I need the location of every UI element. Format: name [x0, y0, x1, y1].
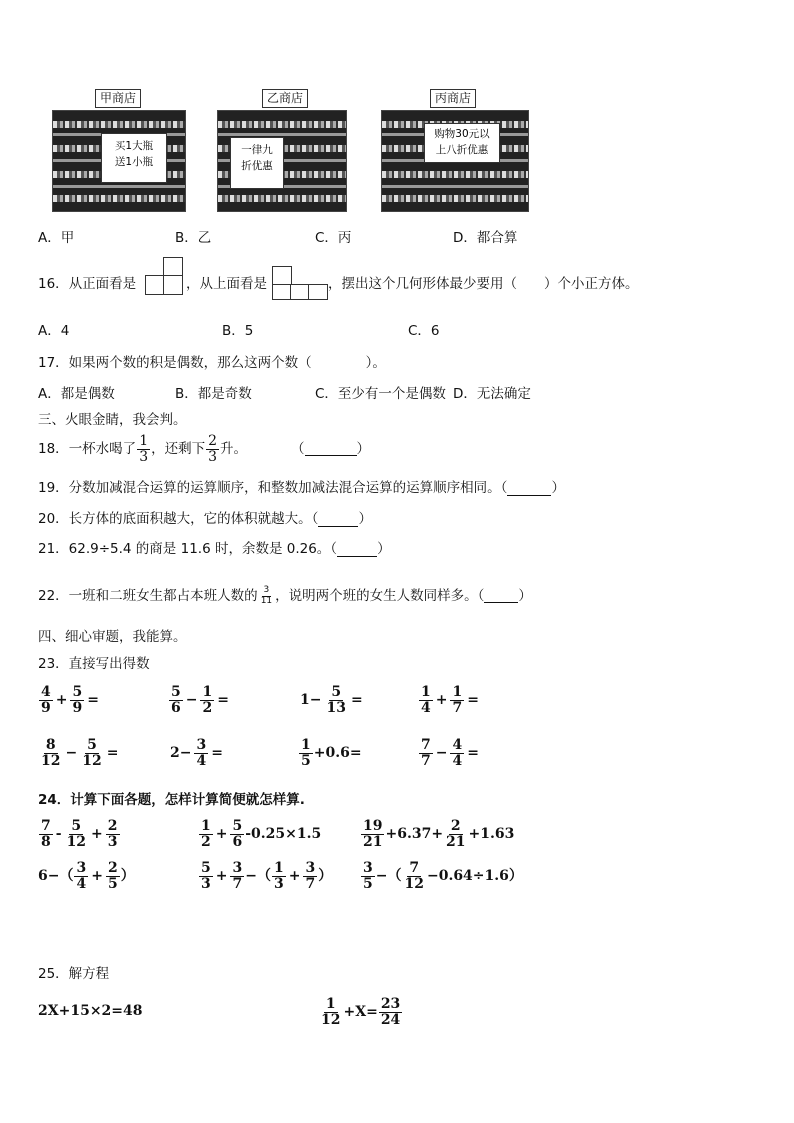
q23-exercise — [168, 680, 231, 720]
answer-blank[interactable] — [484, 590, 518, 603]
option-a: A．4 — [38, 323, 70, 339]
denominator: 7 — [305, 875, 316, 892]
denominator: 2 — [201, 833, 211, 850]
numerator: 2 — [450, 817, 461, 834]
q23-exercise — [38, 680, 101, 720]
question-text: 20．长方体的底面积越大，它的体积就越大。（ — [38, 511, 319, 527]
numerator: 1 — [202, 683, 213, 700]
q23-exercise — [418, 733, 481, 773]
option-c: C．6 — [408, 323, 440, 339]
shop-label: 乙商店 — [262, 89, 308, 108]
denominator: 7 — [232, 875, 243, 892]
numerator: 7 — [421, 736, 431, 753]
operator: + — [91, 867, 103, 884]
question-text: ，说明两个班的女生人数同样多。（ — [275, 587, 485, 604]
fraction — [206, 434, 219, 464]
denominator: 21 — [446, 833, 466, 850]
expression-middle: −（ — [375, 867, 402, 884]
expression-prefix: 6−（ — [38, 867, 74, 884]
expression-middle: +6.37+ — [385, 825, 444, 842]
numerator: 2 — [107, 859, 118, 876]
answer-blank[interactable] — [337, 544, 377, 557]
fraction — [324, 685, 347, 715]
numerator: 7 — [409, 859, 420, 876]
denominator: 6 — [232, 833, 243, 850]
shop-label: 丙商店 — [430, 89, 476, 108]
option-b: B．乙 — [175, 230, 212, 246]
denominator: 21 — [363, 833, 383, 850]
q24-expression-6 — [360, 856, 523, 896]
paren-close: ） — [377, 541, 391, 557]
numerator: 1 — [421, 683, 431, 700]
numerator: 1 — [325, 995, 336, 1012]
numerator: 5 — [232, 817, 243, 834]
denominator: 5 — [107, 875, 118, 892]
q24-expression-3 — [360, 814, 514, 854]
question-title: 25．解方程 — [38, 966, 110, 982]
option-d: D．都合算 — [453, 230, 518, 246]
sign-line: 送1小瓶 — [114, 156, 154, 169]
numerator: 1 — [301, 736, 311, 753]
question-text: 一杯水喝了 — [68, 440, 137, 457]
operator: + — [215, 867, 228, 884]
denominator: 8 — [41, 833, 51, 850]
fraction — [419, 685, 433, 715]
denominator: 3 — [201, 875, 211, 892]
expression-tail: ） — [318, 867, 333, 884]
q23-exercise — [38, 733, 120, 773]
equals-sign: = — [106, 744, 119, 761]
denominator: 5 — [363, 875, 373, 892]
equals-sign: = — [467, 691, 479, 708]
numerator: 5 — [171, 683, 181, 700]
denominator: 3 — [107, 833, 118, 850]
sign-line: 买1大瓶 — [114, 140, 154, 152]
operator: − — [65, 744, 78, 761]
denominator: 9 — [72, 699, 83, 716]
numerator: 19 — [363, 817, 383, 834]
paren-open: （ — [291, 440, 305, 457]
numerator: 8 — [45, 736, 56, 753]
numerator: 5 — [72, 683, 83, 700]
fraction — [299, 738, 313, 768]
fraction — [259, 586, 274, 606]
option-b: B．5 — [222, 323, 254, 339]
operator: + — [55, 691, 68, 708]
shop-sign — [101, 133, 167, 183]
operator: - — [55, 825, 62, 842]
q23-exercise — [298, 733, 362, 773]
paren-close: ） — [518, 587, 532, 604]
q23-exercise — [168, 733, 225, 773]
numerator: 2 — [208, 432, 218, 449]
shop-sign — [424, 123, 500, 163]
question-text: 21．62.9÷5.4 的商是 11.6 时，余数是 0.26。（ — [38, 541, 338, 557]
denominator: 4 — [76, 875, 87, 892]
equation-1: 2X+15×2=48 — [38, 1003, 143, 1019]
expression-prefix: 2− — [170, 744, 192, 761]
section-heading: 三、火眼金睛，我会判。 — [38, 412, 187, 428]
numerator: 3 — [196, 736, 207, 753]
numerator: 4 — [41, 683, 51, 700]
option-a: A．都是偶数 — [38, 386, 115, 402]
paren-close: ） — [551, 480, 565, 496]
expression-middle: −（ — [245, 867, 271, 884]
numerator: 3 — [76, 859, 87, 876]
denominator: 7 — [421, 752, 431, 769]
operator: + — [91, 825, 103, 842]
option-c: C．丙 — [315, 230, 352, 246]
question-text: 19．分数加减混合运算的运算顺序，和整数加减法混合运算的运算顺序相同。（ — [38, 480, 508, 496]
sign-line: 折优惠 — [241, 160, 273, 173]
question-text: 从正面看是 — [68, 276, 137, 292]
q23-exercise — [418, 680, 481, 720]
question-19 — [38, 480, 565, 496]
question-22 — [38, 582, 532, 610]
denominator: 4 — [452, 752, 463, 769]
numerator: 3 — [263, 585, 270, 596]
equation-middle: +X= — [343, 1003, 378, 1020]
question-text: ，还剩下 — [151, 440, 206, 457]
fraction — [450, 738, 464, 768]
denominator: 3 — [273, 875, 284, 892]
operator: − — [435, 744, 448, 761]
denominator: 11 — [260, 595, 273, 606]
q24-expression-2 — [198, 814, 321, 854]
option-a: A．甲 — [38, 230, 75, 246]
expression-prefix: 1− — [300, 691, 322, 708]
denominator: 13 — [326, 699, 346, 716]
fraction — [194, 738, 208, 768]
denominator: 12 — [404, 875, 424, 892]
denominator: 24 — [380, 1011, 401, 1028]
fraction — [419, 738, 433, 768]
equals-sign: = — [211, 744, 223, 761]
operator: + — [288, 867, 301, 884]
fraction — [39, 738, 62, 768]
answer-blank[interactable] — [305, 443, 357, 456]
expression-tail: +0.6= — [313, 744, 362, 761]
equals-sign: = — [87, 691, 99, 708]
question-title: 23．直接写出得数 — [38, 656, 150, 672]
numerator: 3 — [305, 859, 316, 876]
denominator: 5 — [301, 752, 311, 769]
paren-close: ） — [356, 440, 371, 457]
sign-line: 一律九 — [241, 144, 273, 156]
option-b: B．都是奇数 — [175, 386, 252, 402]
sign-line: 上八折优惠 — [435, 144, 489, 157]
paren-close: ） — [358, 511, 372, 527]
shop-photo-yi — [217, 110, 347, 212]
fraction — [137, 434, 150, 464]
operator: + — [215, 825, 228, 842]
shop-sign — [230, 137, 284, 189]
question-text: 22．一班和二班女生都占本班人数的 — [38, 587, 258, 604]
denominator: 12 — [66, 833, 87, 850]
operator: − — [185, 691, 198, 708]
option-d: D．无法确定 — [453, 386, 531, 402]
numerator: 7 — [41, 817, 51, 834]
question-16 — [38, 276, 136, 292]
numerator: 5 — [201, 859, 211, 876]
shop-photo-jia — [52, 110, 186, 212]
question-number: 18． — [38, 440, 69, 457]
q24-expression-1 — [38, 814, 121, 854]
q24-expression-4 — [38, 856, 135, 896]
question-text: 升。 — [220, 440, 248, 457]
denominator: 12 — [82, 752, 102, 769]
question-text: ，摆出这个几何形体最少要用（ ）个小正方体。 — [328, 276, 639, 292]
fraction — [39, 685, 53, 715]
denominator: 12 — [41, 752, 61, 769]
question-20 — [38, 511, 372, 527]
numerator: 1 — [139, 432, 149, 449]
fraction — [80, 738, 103, 768]
question-21 — [38, 541, 391, 557]
denominator: 4 — [421, 699, 431, 716]
question-title: 24．计算下面各题，怎样计算简便就怎样算. — [38, 792, 305, 808]
numerator: 2 — [107, 817, 118, 834]
numerator: 1 — [201, 817, 211, 834]
answer-blank[interactable] — [318, 514, 358, 527]
shop-photo-bing — [381, 110, 529, 212]
question-18 — [38, 432, 370, 466]
numerator: 1 — [273, 859, 284, 876]
question-number: 16． — [38, 276, 69, 292]
q24-expression-5 — [198, 856, 332, 896]
expression-tail: +1.63 — [468, 825, 515, 842]
expression-tail: ） — [120, 867, 135, 884]
question-17: 17．如果两个数的积是偶数，那么这两个数（ ）。 — [38, 355, 386, 371]
numerator: 5 — [331, 683, 342, 700]
numerator: 5 — [71, 817, 82, 834]
denominator: 3 — [208, 448, 218, 465]
numerator: 1 — [452, 683, 463, 700]
denominator: 9 — [41, 699, 51, 716]
denominator: 3 — [139, 448, 149, 465]
numerator: 23 — [380, 995, 401, 1012]
sign-line: 购物30元以 — [434, 128, 490, 140]
equals-sign: = — [217, 691, 229, 708]
numerator: 3 — [363, 859, 373, 876]
section-heading: 四、细心审题，我能算。 — [38, 629, 187, 645]
denominator: 4 — [196, 752, 207, 769]
denominator: 12 — [321, 1011, 341, 1028]
shop-label: 甲商店 — [95, 89, 141, 108]
option-c: C．至少有一个是偶数 — [315, 386, 446, 402]
equals-sign: = — [467, 744, 479, 761]
fraction — [169, 685, 183, 715]
equation-2 — [318, 992, 403, 1032]
denominator: 2 — [202, 699, 213, 716]
expression-tail: -0.25×1.5 — [245, 825, 322, 842]
numerator: 4 — [452, 736, 463, 753]
fraction — [200, 685, 214, 715]
expression-tail: −0.64÷1.6） — [426, 867, 523, 884]
denominator: 6 — [171, 699, 181, 716]
fraction — [450, 685, 464, 715]
numerator: 5 — [87, 736, 97, 753]
operator: + — [435, 691, 448, 708]
equals-sign: = — [350, 691, 363, 708]
denominator: 7 — [452, 699, 463, 716]
numerator: 3 — [232, 859, 243, 876]
fraction — [70, 685, 84, 715]
answer-blank[interactable] — [507, 483, 551, 496]
question-text: ，从上面看是 — [186, 276, 267, 292]
q23-exercise — [298, 680, 365, 720]
